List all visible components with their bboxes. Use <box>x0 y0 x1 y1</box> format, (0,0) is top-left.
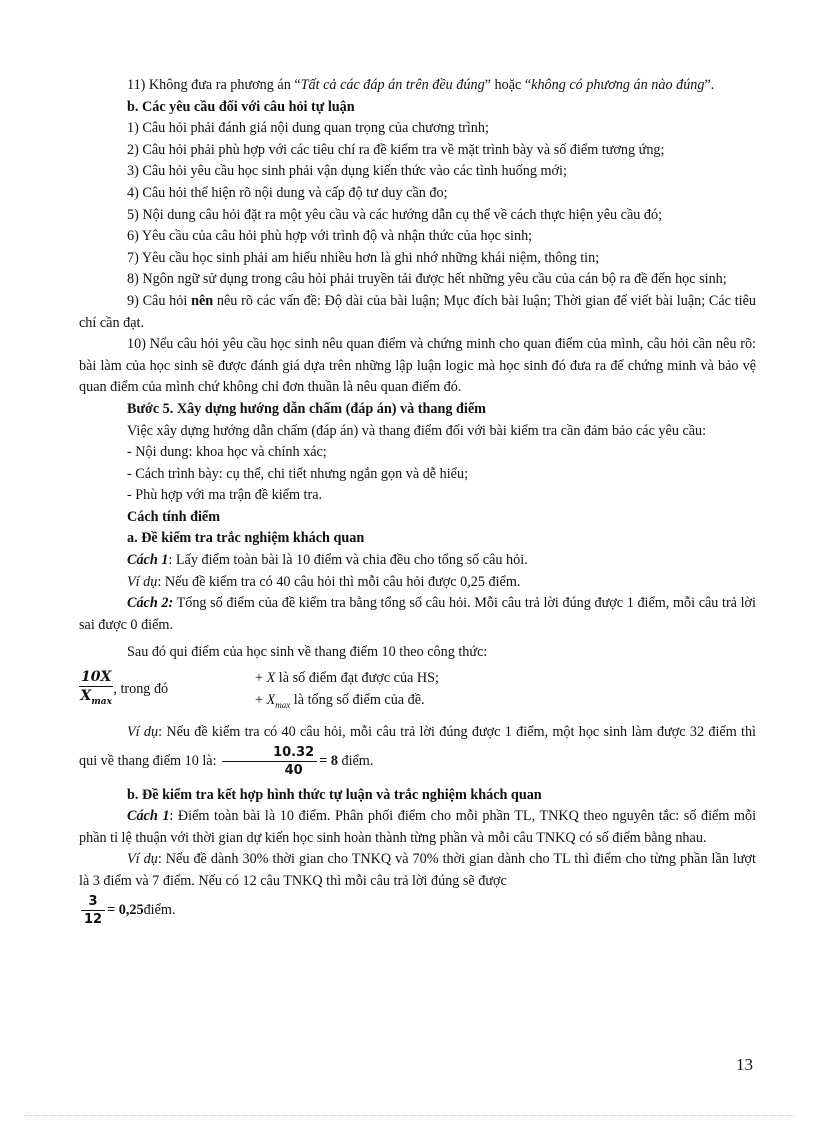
essay-item-7: 7) Yêu cầu học sinh phải am hiểu nhiều hơn là ghi nhớ những khái niệm, thông tin; <box>127 249 600 266</box>
definition-xmax-sub: max <box>275 699 291 710</box>
example-3-label: Ví dụ <box>127 851 158 868</box>
formula-fraction <box>79 668 113 711</box>
item-11-lead: 11) Không đưa ra phương án “ <box>127 77 301 93</box>
example-2-denominator: 40 <box>284 762 303 778</box>
page-bottom-divider <box>24 1115 794 1116</box>
example-2 <box>79 722 756 779</box>
essay-item-9-bold: nên <box>191 292 214 309</box>
example-2-result: = 8 <box>319 752 338 769</box>
example-2-text: : Nếu đề kiểm tra có 40 câu hỏi, mỗi câu trả lời đúng được 1 điểm, một học sinh làm được 32 điểm thì qui về thang điểm 10 là: <box>79 724 756 769</box>
item-11-option-2: không có phương án nào đúng <box>531 77 705 93</box>
step5-heading: Bước 5. Xây dựng hướng dẫn chấm (đáp án) và thang điểm <box>127 400 486 417</box>
formula <box>79 668 255 711</box>
essay-item-5: 5) Nội dung câu hỏi đặt ra một yêu cầu và các hướng dẫn cụ thể về cách thực hiện yêu cầu đó; <box>127 206 663 223</box>
combined-test-heading: b. Đề kiểm tra kết hợp hình thức tự luận và trắc nghiệm khách quan <box>127 786 542 803</box>
combined-method-1-text: : Điểm toàn bài là 10 điểm. Phân phối điểm cho mỗi phần TL, TNKQ theo nguyên tắc: số điểm mỗi phần tỉ lệ thuận với thời gian dự kiến học sinh hoàn thành từng phần và mỗi câu TNKQ có số điểm bằng nhau. <box>79 808 757 846</box>
essay-item-3: 3) Câu hỏi yêu cầu học sinh phải vận dụng kiến thức vào các tình huống mới; <box>127 163 567 180</box>
essay-item-8: 8) Ngôn ngữ sử dụng trong câu hỏi phải truyền tải được hết những yêu cầu của cán bộ ra đề đến học sinh; <box>127 271 727 288</box>
example-2-unit: điểm. <box>337 752 374 769</box>
example-2-label: Ví dụ <box>127 724 159 741</box>
item-11 <box>79 75 756 97</box>
method-2-text: Tổng số điểm của đề kiểm tra bằng tổng số câu hỏi. Mỗi câu trả lời đúng được 1 điểm, mỗi câu trả lời sai được 0 điểm. <box>79 595 756 633</box>
combined-method-1-label: Cách 1 <box>127 808 170 825</box>
formula-den-sub: max <box>91 696 112 707</box>
example-2-numerator: 10.32 <box>222 744 317 762</box>
essay-item-9-lead: 9) Câu hỏi <box>127 292 192 309</box>
example-3-result: = 0,25 <box>107 901 144 918</box>
step5-bullet-3: - Phù hợp với ma trận đề kiểm tra. <box>127 487 323 504</box>
example-2-fraction <box>222 744 317 779</box>
definition-xmax-var: X <box>266 691 276 708</box>
definition-xmax-text: là tổng số điểm của đề. <box>290 691 425 708</box>
step5-intro: Việc xây dựng hướng dẫn chấm (đáp án) và thang điểm đối với bài kiểm tra cần đảm bảo các yêu cầu: <box>127 422 707 439</box>
formula-where: , trong đó <box>113 680 169 697</box>
essay-heading: b. Các yêu cầu đối với câu hỏi tự luận <box>127 98 355 115</box>
example-3 <box>79 849 756 892</box>
method-1 <box>79 550 756 572</box>
example-1 <box>79 572 756 594</box>
formula-block <box>79 668 756 716</box>
objective-test-heading: a. Đề kiểm tra trắc nghiệm khách quan <box>127 530 365 547</box>
method-2 <box>79 593 756 636</box>
step5-bullet-2: - Cách trình bày: cụ thể, chi tiết nhưng ngắn gọn và dễ hiểu; <box>127 465 469 482</box>
step5-bullet-1: - Nội dung: khoa học và chính xác; <box>127 444 327 461</box>
essay-item-9 <box>79 291 756 334</box>
example-3-numerator: 3 <box>81 893 105 911</box>
item-11-tail: ”. <box>704 77 715 93</box>
page-content <box>79 75 756 928</box>
essay-item-10: 10) Nếu câu hỏi yêu cầu học sinh nêu quan điểm và chứng minh cho quan điểm của mình, câu hỏi cần nêu rõ: bài làm của học sinh sẽ được đánh giá dựa trên những lập luận logic mà học sinh đó đưa ra để chứng minh và bảo vệ quan điểm của mình chứ không chỉ đơn thuần là nêu quan điểm đó. <box>79 336 756 396</box>
formula-den-main: X <box>80 688 92 705</box>
example-3-formula <box>79 893 756 928</box>
example-1-label: Ví dụ <box>127 573 158 590</box>
definition-x: + X là số điểm đạt được của HS; <box>255 670 439 687</box>
example-3-unit: điểm. <box>143 901 176 918</box>
essay-item-1: 1) Câu hỏi phải đánh giá nội dung quan trọng của chương trình; <box>127 120 489 137</box>
item-11-option-1: Tất cả các đáp án trên đều đúng <box>300 77 485 93</box>
essay-item-9-tail: nêu rõ các vấn đề: Độ dài của bài luận; Mục đích bài luận; Thời gian để viết bài luận; Các tiêu chí cần đạt. <box>79 292 756 331</box>
scoring-heading: Cách tính điểm <box>127 508 221 525</box>
example-3-text: : Nếu đề dành 30% thời gian cho TNKQ và 70% thời gian dành cho TL thì điểm cho từng phần lần lượt là 3 điểm và 7 điểm. Nếu có 12 câu TNKQ thì mỗi câu trả lời đúng sẽ được <box>79 851 756 890</box>
method-1-label: Cách 1 <box>127 552 169 569</box>
item-11-mid: ” hoặc “ <box>484 77 532 93</box>
method-2-label: Cách 2: <box>127 595 174 612</box>
example-1-text: : Nếu đề kiểm tra có 40 câu hỏi thì mỗi câu hỏi được 0,25 điểm. <box>157 573 521 590</box>
essay-item-2: 2) Câu hỏi phải phù hợp với các tiêu chí ra đề kiểm tra về mặt trình bày và số điểm tương ứng; <box>127 141 665 158</box>
conversion-text: Sau đó qui điểm của học sinh về thang điểm 10 theo công thức: <box>127 644 488 661</box>
definition-xmax: + $X_{max}$ là tổng số điểm của đề. <box>255 691 425 710</box>
example-3-fraction <box>81 893 105 928</box>
example-3-denominator: 12 <box>84 911 103 927</box>
combined-method-1 <box>79 806 756 849</box>
definition-x-var: X <box>266 670 276 687</box>
method-1-text: : Lấy điểm toàn bài là 10 điểm và chia đều cho tổng số câu hỏi. <box>168 552 528 569</box>
essay-item-6: 6) Yêu cầu của câu hỏi phù hợp với trình độ và nhận thức của học sinh; <box>127 228 533 245</box>
page-number: 13 <box>736 1055 753 1074</box>
formula-definitions <box>255 668 756 716</box>
formula-denominator <box>79 687 113 711</box>
essay-item-4: 4) Câu hỏi thể hiện rõ nội dung và cấp độ tư duy cần đo; <box>127 184 448 201</box>
definition-x-text: là số điểm đạt được của HS; <box>275 670 439 687</box>
formula-numerator: 10X <box>81 669 112 686</box>
